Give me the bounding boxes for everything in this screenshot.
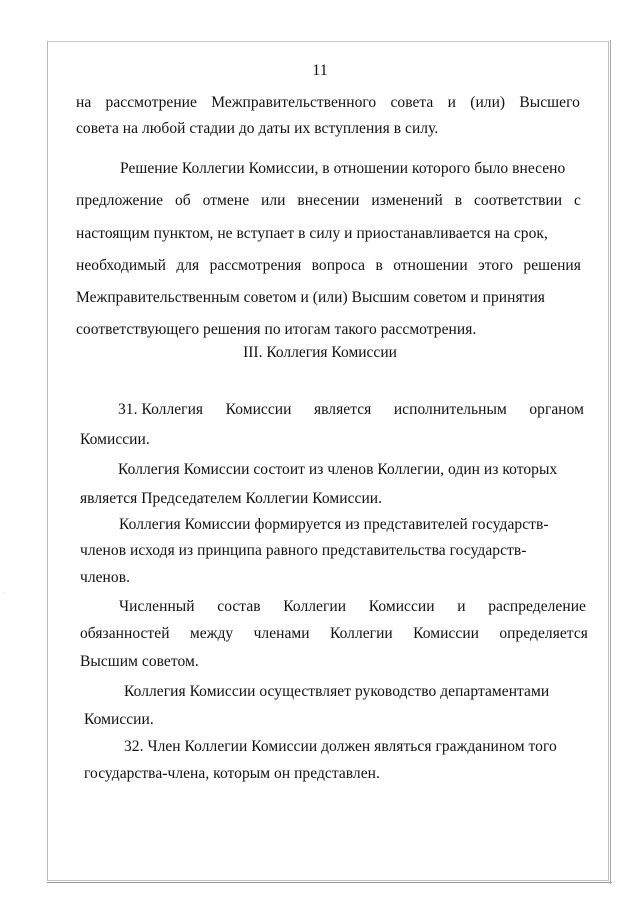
- paragraph-5-line-3: Высшим советом.: [80, 653, 199, 670]
- word: исполнительным: [393, 401, 507, 418]
- word: состав: [217, 598, 261, 615]
- word: Высшего: [519, 94, 580, 111]
- word: распределение: [488, 598, 586, 615]
- word: вопроса: [311, 257, 366, 274]
- item-32-line-2: государства-члена, которым он представлен.: [84, 765, 380, 782]
- word: об: [175, 192, 191, 209]
- word: и: [457, 598, 466, 615]
- word: или: [261, 192, 286, 209]
- word: является: [313, 401, 372, 418]
- paragraph-2-line-3: настоящим пунктом, не вступает в силу и приостанавливается на срок,: [76, 225, 548, 242]
- word: Комиссии: [413, 625, 480, 642]
- word: этого: [478, 257, 514, 274]
- word: предложение: [76, 192, 164, 209]
- paragraph-1-line-2: совета на любой стадии до даты их вступления в силу.: [76, 120, 439, 137]
- paragraph-2-line-2: [76, 191, 581, 211]
- paragraph-2-line-4: [76, 256, 581, 276]
- word: с: [574, 192, 581, 209]
- word: Комиссии: [225, 401, 292, 418]
- word: на: [76, 94, 92, 111]
- paragraph-6-line-1: Коллегия Комиссии осуществляет руководство департаментами: [124, 683, 550, 700]
- word: соответствии: [473, 192, 563, 209]
- word: обязанностей: [80, 625, 170, 642]
- word: между: [189, 625, 234, 642]
- word: Комиссии: [368, 598, 435, 615]
- word: Межправительственного: [211, 94, 377, 111]
- paragraph-3-line-1: Коллегия Комиссии состоит из членов Коллегии, один из которых: [118, 461, 558, 478]
- section-heading: III. Коллегия Комиссии: [243, 344, 397, 361]
- word: в: [375, 257, 383, 274]
- paragraph-4-line-2: членов исходя из принципа равного представительства государств-: [80, 542, 527, 559]
- word: Коллегии: [329, 625, 393, 642]
- word: (или): [470, 94, 506, 111]
- paragraph-3-line-2: является Председателем Коллегии Комиссии.: [80, 490, 383, 507]
- paragraph-1-line-1: [76, 93, 580, 113]
- page-border-bottom: [47, 882, 612, 883]
- word: изменений: [371, 192, 443, 209]
- word: рассмотрения: [209, 257, 302, 274]
- paragraph-4-line-1: Коллегия Комиссии формируется из представителей государств-: [119, 516, 549, 533]
- word: совета: [390, 94, 434, 111]
- word: в: [454, 192, 463, 209]
- word: внесении: [297, 192, 360, 209]
- page-number: 11: [312, 62, 328, 79]
- paragraph-6-line-2: Комиссии.: [84, 711, 154, 728]
- word: решения: [523, 257, 581, 274]
- paragraph-5-line-2: [80, 624, 588, 644]
- word: и: [447, 94, 456, 111]
- word: отношении: [393, 257, 468, 274]
- word: органом: [529, 401, 584, 418]
- word: рассмотрение: [105, 94, 197, 111]
- page-border-right: [610, 40, 611, 884]
- item-32-line-1: 32. Член Коллегии Комиссии должен являться гражданином того: [124, 738, 557, 755]
- word: Коллегии: [283, 598, 347, 615]
- word: отмене: [202, 192, 250, 209]
- paragraph-2-line-1: Решение Коллегии Комиссии, в отношении которого было внесено: [120, 160, 566, 177]
- word: для: [176, 257, 200, 274]
- paragraph-2-line-6: соответствующего решения по итогам такого рассмотрения.: [76, 321, 477, 338]
- paragraph-5-line-1: [119, 597, 586, 617]
- paragraph-2-line-5: Межправительственным советом и (или) Высшим советом и принятия: [76, 289, 545, 306]
- word: 31. Коллегия: [118, 401, 204, 418]
- word: Численный: [119, 598, 195, 615]
- word: определяется: [499, 625, 588, 642]
- item-31-line-2: Комиссии.: [80, 431, 150, 448]
- item-31-line-1: [118, 400, 584, 420]
- word: членами: [253, 625, 310, 642]
- scan-mark: ·: [3, 590, 5, 596]
- paragraph-4-line-3: членов.: [80, 569, 130, 586]
- word: необходимый: [76, 257, 166, 274]
